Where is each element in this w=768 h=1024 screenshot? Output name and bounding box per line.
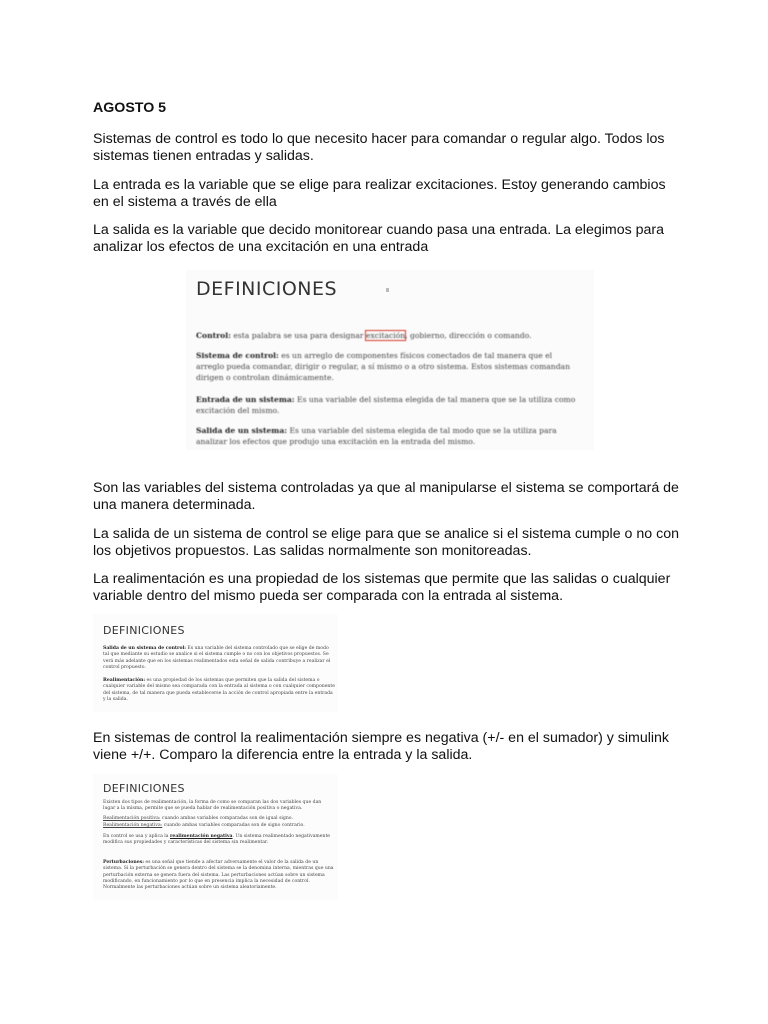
def3-pos-term: Realimentación positiva:: [103, 816, 161, 821]
def-control-text: esta palabra se usa para designar: [230, 331, 366, 340]
def3-control-pre: En control se usa y aplica la: [103, 834, 170, 839]
def2-salida-term: Salida de un sistema de control:: [103, 646, 186, 651]
definiciones-image-1: [186, 270, 594, 450]
paragraph-variables-controladas: Son las variables del sistema controladas ya que al manipularse el sistema se comportará de una manera determinada.: [93, 480, 679, 513]
def3-intro: Existen dos tipos de realimentación, la forma de como se comparan las dos variables que dan lugar a la misma, permite que se pueda hablar de realimentación positiva o negativa.: [103, 800, 322, 812]
def3-pert-text: es una señal que tiende a afectar adversamente el valor de la salida de un sistema. Si la perturbación se genera dentro del sistema se la denomina interna, mientras que una perturbación externa se genera fuera del sistema. Las perturbaciones actúan sobre un sistema modificando, en funcionamiento por lo que en presencia implica la necesidad de control. Normalmente las perturbaciones actúan sobre un sistema aleatoriamente.: [103, 860, 334, 891]
def-entrada-text: Es una variable del sistema elegida de tal manera que se la utiliza como excitación del mismo.: [196, 395, 576, 415]
def-salida: [196, 425, 581, 447]
cursor-mark: [386, 288, 389, 292]
def3-perturbaciones: [103, 860, 335, 891]
def2-realimentacion: [103, 678, 335, 703]
def3-pert-term: Perturbaciones:: [103, 860, 144, 865]
highlight-box: excitación: [365, 331, 406, 340]
def-entrada-term: Entrada de un sistema:: [196, 395, 295, 404]
definiciones-title-3: DEFINICIONES: [103, 782, 185, 795]
def3-neg-text: cuando ambas variables comparadas son de signo contrario.: [162, 823, 305, 828]
def-salida-term: Salida de un sistema:: [196, 426, 288, 435]
definiciones-image-2: [93, 614, 338, 712]
def-sistema-text: es un arreglo de componentes físicos conectados de tal manera que el arreglo pueda comandar, dirigir o regular, a sí mismo o a otro sistema. Estos sistemas comandan dirigen o controlan dinámicamente.: [196, 351, 570, 382]
def-entrada: [196, 394, 581, 416]
def-sistema-term: Sistema de control:: [196, 351, 279, 360]
paragraph-realimentacion-negativa: En sistemas de control la realimentación siempre es negativa (+/- en el sumador) y simulink viene +/+. Comparo la diferencia entre la entrada y la salida.: [93, 730, 670, 763]
def-control: [196, 330, 581, 341]
def2-realim-term: Realimentación:: [103, 678, 146, 683]
definiciones-title: DEFINICIONES: [196, 278, 338, 300]
definiciones-title-2: DEFINICIONES: [103, 624, 185, 637]
def-sistema: [196, 350, 581, 383]
paragraph-salida-control: La salida de un sistema de control se elige para que se analice si el sistema cumple o no con los objetivos propuestos. Las salidas normalmente son monitoreadas.: [93, 526, 679, 559]
def2-salida: [103, 646, 335, 671]
def3-control: [103, 834, 335, 847]
paragraph-sistemas-control: Sistemas de control es todo lo que necesito hacer para comandar o regular algo. Todos los sistemas tienen entradas y salidas.: [93, 131, 665, 164]
paragraph-realimentacion: La realimentación es una propiedad de los sistemas que permite que las salidas o cualquier variable dentro del mismo pueda ser comparada con la entrada al sistema.: [93, 571, 671, 604]
def2-salida-text: Es una variable del sistema controlado que se elige de modo tal que mediante su estudio se analice si el sistema cumple o no con los objetivos propuestos. Se verá más adelante que en los sistemas realimentados esta señal de salida contribuye a realizar el control propuesto.: [103, 646, 331, 670]
def3-negativa: [103, 823, 335, 829]
def3-control-term: realimentación negativa: [169, 834, 233, 839]
def3-neg-term: Realimentación negativa:: [103, 823, 163, 828]
paragraph-entrada: La entrada es la variable que se elige para realizar excitaciones. Estoy generando cambios en el sistema a través de ella: [93, 177, 666, 210]
page-heading: AGOSTO 5: [93, 100, 167, 116]
def-salida-text: Es una variable del sistema elegida de tal modo que se la utiliza para analizar los efectos que produjo una excitación en la entrada del mismo.: [196, 426, 557, 446]
def3-pos-text: cuando ambas variables comparadas son de igual signo.: [160, 816, 293, 821]
def-control-text-end: , gobierno, dirección o comando.: [405, 331, 532, 340]
def3-control-post: . Un sistema realimentado negativamente modifica sus propiedades y características del sistema sin realimentar.: [103, 834, 331, 846]
def3-positiva: [103, 816, 335, 822]
def2-realim-text: es una propiedad de los sistemas que permiten que la salida del sistema o cualquier variable del mismo sea comparada con la entrada al sistema o con cualquier componente del sistema, de tal manera que pueda establecerse la acción de control apropiada entre la entrada y la salida.: [103, 678, 335, 702]
def-control-term: Control:: [196, 331, 231, 340]
paragraph-salida: La salida es la variable que decido monitorear cuando pasa una entrada. La elegimos para analizar los efectos de una excitación en una entrada: [93, 222, 665, 255]
definiciones-image-3: [93, 774, 338, 900]
